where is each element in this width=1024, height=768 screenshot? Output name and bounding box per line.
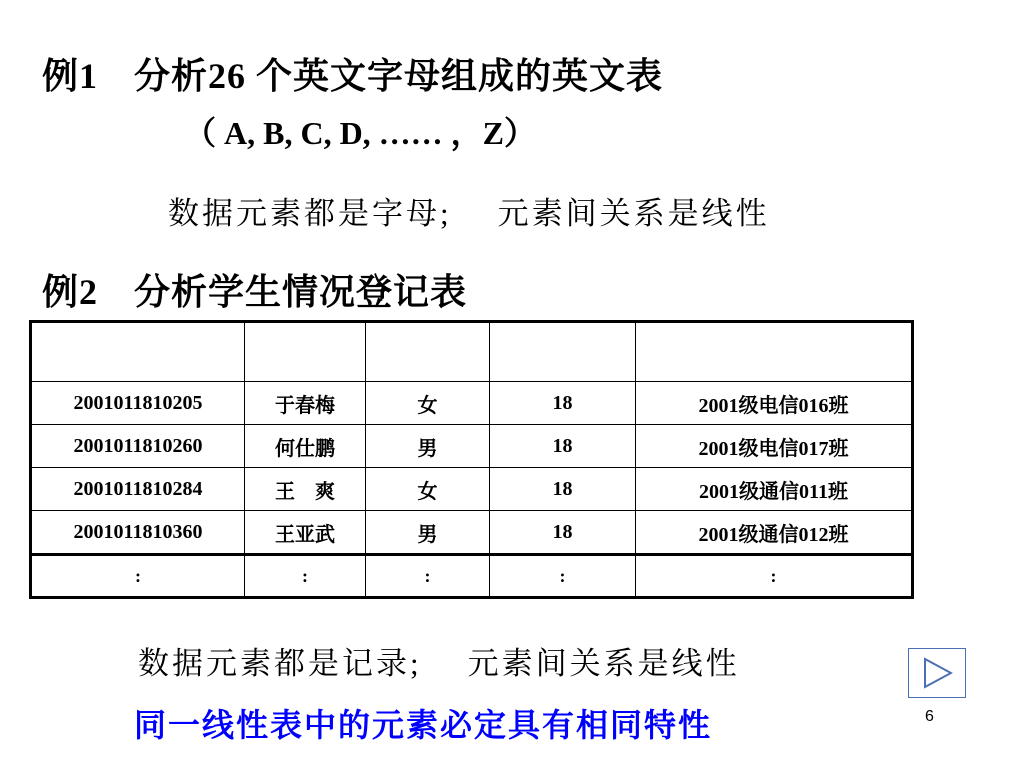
example2-heading [42,264,467,315]
student-age-cell: 18 [490,468,636,511]
student-class-cell: 2001级通信011班 [636,468,913,511]
student-id-cell: 2001011810205 [31,382,245,425]
example1-note-elements: 数据元素都是字母; [168,196,452,231]
ellipsis-cell: : [490,555,636,598]
example1-letters: （ A, B, C, D, …… ，Z） [184,115,537,151]
student-class-cell: 2001级电信017班 [636,425,913,468]
table-row [31,382,913,425]
table-row [31,511,913,555]
student-class-cell: 2001级电信016班 [636,382,913,425]
example1-note-relation: 元素间关系是线性 [497,196,770,231]
student-gender-cell: 女 [366,468,490,511]
play-next-icon [923,657,953,689]
ellipsis-cell: : [245,555,366,598]
student-age-cell: 18 [490,425,636,468]
example2-title: 分析学生情况登记表 [134,272,468,312]
student-class-cell: 2001级通信012班 [636,511,913,555]
example2-label: 例2 [42,272,99,312]
table-row [31,468,913,511]
next-slide-button[interactable] [908,648,966,698]
summary-note-relation: 元素间关系是线性 [467,646,740,681]
ellipsis-cell: : [636,555,913,598]
student-age-cell: 18 [490,382,636,425]
student-name-cell: 王 爽 [245,468,366,511]
student-age-cell: 18 [490,511,636,555]
student-gender-cell: 女 [366,382,490,425]
example1-label: 例1 [42,56,99,96]
summary-highlight: 同一线性表中的元素必定具有相同特性 [134,707,713,743]
summary-note-elements: 数据元素都是记录; [138,646,422,681]
page-number: 6 [925,708,934,725]
example1-heading [42,48,663,99]
student-id-cell: 2001011810360 [31,511,245,555]
header-cell [366,322,490,382]
table-row [31,425,913,468]
student-gender-cell: 男 [366,425,490,468]
student-register-table [29,320,914,599]
table-ellipsis-row [31,555,913,598]
student-name-cell: 王亚武 [245,511,366,555]
student-id-cell: 2001011810260 [31,425,245,468]
header-cell [31,322,245,382]
example1-title: 分析26 个英文字母组成的英文表 [134,56,664,96]
student-id-cell: 2001011810284 [31,468,245,511]
summary-note [138,638,740,683]
ellipsis-cell: : [31,555,245,598]
header-cell [490,322,636,382]
header-cell [245,322,366,382]
student-name-cell: 何仕鹏 [245,425,366,468]
example1-note [168,188,770,233]
ellipsis-cell: : [366,555,490,598]
student-name-cell: 于春梅 [245,382,366,425]
table-header-row [31,322,913,382]
student-gender-cell: 男 [366,511,490,555]
header-cell [636,322,913,382]
